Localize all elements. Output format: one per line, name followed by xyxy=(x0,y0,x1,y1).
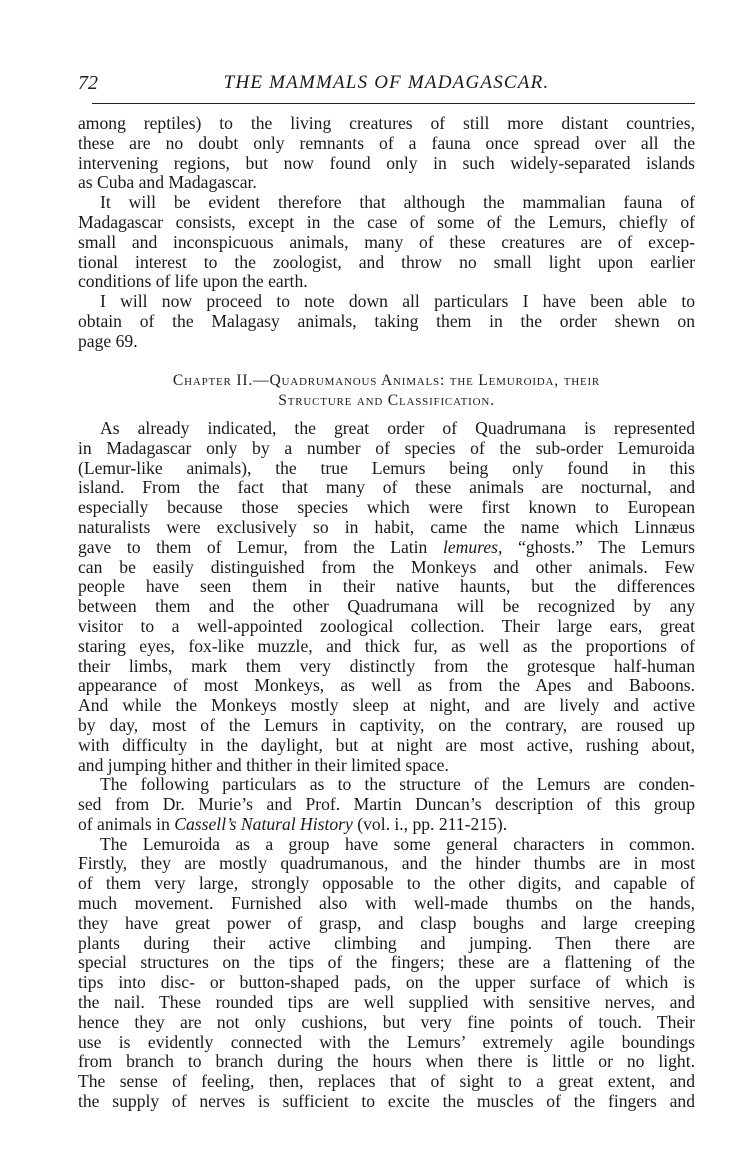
text-line: the nail. These rounded tips are well supplied with sensitive nerves, and xyxy=(78,992,695,1013)
text-line: I will now proceed to note down all particulars I have been able to xyxy=(100,291,695,312)
text-line: they have great power of grasp, and clasp boughs and large creeping xyxy=(78,912,695,933)
page-number: 72 xyxy=(78,72,98,94)
chapter-heading-line: Structure and Classification. xyxy=(278,392,495,410)
text-line: tional interest to the zoologist, and throw no small light upon earlier xyxy=(78,251,695,272)
text-line: much movement. Furnished also with well-made thumbs on the hands, xyxy=(78,893,695,914)
text-line: Madagascar consists, except in the case of some of the Lemurs, chiefly of xyxy=(78,211,695,232)
text-line: people have seen them in their native haunts, but the differences xyxy=(78,576,695,597)
paragraph xyxy=(78,292,695,351)
text-line: (Lemur-like animals), the true Lemurs being only found in this xyxy=(78,457,695,478)
text-line: As already indicated, the great order of Quadrumana is represented xyxy=(100,417,695,438)
text-line: appearance of most Monkeys, as well as from the Apes and Baboons. xyxy=(78,675,695,696)
text-line: visitor to a well-appointed zoological collection. Their large ears, great xyxy=(78,615,695,636)
text-line: and jumping hither and thither in their limited space. xyxy=(78,754,449,775)
text-line: as Cuba and Madagascar. xyxy=(78,172,257,193)
text-line: hence they are not only cushions, but very fine points of touch. Their xyxy=(78,1011,695,1032)
blank-line xyxy=(78,352,695,372)
text-line: small and inconspicuous animals, many of these creatures are of excep- xyxy=(78,231,695,252)
text-line: in Madagascar only by a number of species of the sub-order Lemuroida xyxy=(78,437,695,458)
text-line: staring eyes, fox-like muzzle, and thick fur, as well as the proportions of xyxy=(78,635,695,656)
text-line: obtain of the Malagasy animals, taking them in the order shewn on xyxy=(78,310,695,331)
header-rule xyxy=(92,103,695,104)
text-line: intervening regions, but now found only in such widely-separated islands xyxy=(78,152,695,173)
paragraph xyxy=(78,419,695,775)
text-line: these are no doubt only remnants of a fauna once spread over all the xyxy=(78,132,695,153)
chapter-heading-line: Chapter II.—Quadrumanous Animals: the Lemuroida, their xyxy=(172,372,601,390)
text-line: It will be evident therefore that although the mammalian fauna of xyxy=(100,192,695,213)
text-line: their limbs, mark them very distinctly from the grotesque half-human xyxy=(78,655,695,676)
page-body xyxy=(78,114,695,1112)
text-line: special structures on the tips of the fingers; these are a flattening of the xyxy=(78,952,695,973)
paragraph xyxy=(78,775,695,834)
text-line: And while the Monkeys mostly sleep at night, and are lively and active xyxy=(78,695,695,716)
text-line: The following particulars as to the structure of the Lemurs are conden- xyxy=(100,774,695,795)
text-line: especially because those species which were first known to European xyxy=(78,497,695,518)
text-line: use is evidently connected with the Lemurs’ extremely agile boundings xyxy=(78,1031,695,1052)
paragraph xyxy=(78,114,695,193)
text-line: The Lemuroida as a group have some general characters in common. xyxy=(100,833,695,854)
text-line: The sense of feeling, then, replaces that of sight to a great extent, and xyxy=(78,1071,695,1092)
text-run: gave to them of Lemur, from the Latin xyxy=(78,536,443,557)
italic-term: lemures, xyxy=(442,536,503,557)
italic-title: Cassell’s Natural History xyxy=(174,813,353,834)
page-header xyxy=(78,72,695,98)
text-line: between them and the other Quadrumana will be recognized by any xyxy=(78,596,695,617)
text-line xyxy=(78,538,695,558)
paragraph xyxy=(78,193,695,292)
text-line: tips into disc- or button-shaped pads, on the upper surface of which is xyxy=(78,972,695,993)
running-title: THE MAMMALS OF MADAGASCAR. xyxy=(223,72,550,93)
text-line: conditions of life upon the earth. xyxy=(78,271,308,292)
text-run: of animals in xyxy=(78,813,175,834)
text-line: the supply of nerves is sufficient to excite the muscles of the fingers and xyxy=(78,1091,695,1112)
text-line: with difficulty in the daylight, but at night are most active, rushing about, xyxy=(78,734,695,755)
text-line: among reptiles) to the living creatures of still more distant countries, xyxy=(78,113,695,133)
text-line: page 69. xyxy=(78,330,138,351)
text-run: (vol. i., pp. 211-215). xyxy=(352,813,508,834)
paragraph xyxy=(78,835,695,1112)
text-run: “ghosts.” The Lemurs xyxy=(502,536,695,557)
text-line: plants during their active climbing and jumping. Then there are xyxy=(78,932,695,953)
text-line: naturalists were exclusively so in habit, came the name which Linnæus xyxy=(78,516,695,537)
text-line: sed from Dr. Murie’s and Prof. Martin Duncan’s description of this group xyxy=(78,794,695,815)
text-line: from branch to branch during the hours when there is little or no light. xyxy=(78,1051,695,1072)
text-line xyxy=(78,815,695,835)
text-line: island. From the fact that many of these animals are nocturnal, and xyxy=(78,477,695,498)
text-line: of them very large, strongly opposable to the other digits, and capable of xyxy=(78,873,695,894)
chapter-heading xyxy=(78,371,695,411)
text-line: Firstly, they are mostly quadrumanous, and the hinder thumbs are in most xyxy=(78,853,695,874)
text-line: can be easily distinguished from the Monkeys and other animals. Few xyxy=(78,556,695,577)
text-line: by day, most of the Lemurs in captivity, on the contrary, are roused up xyxy=(78,714,695,735)
